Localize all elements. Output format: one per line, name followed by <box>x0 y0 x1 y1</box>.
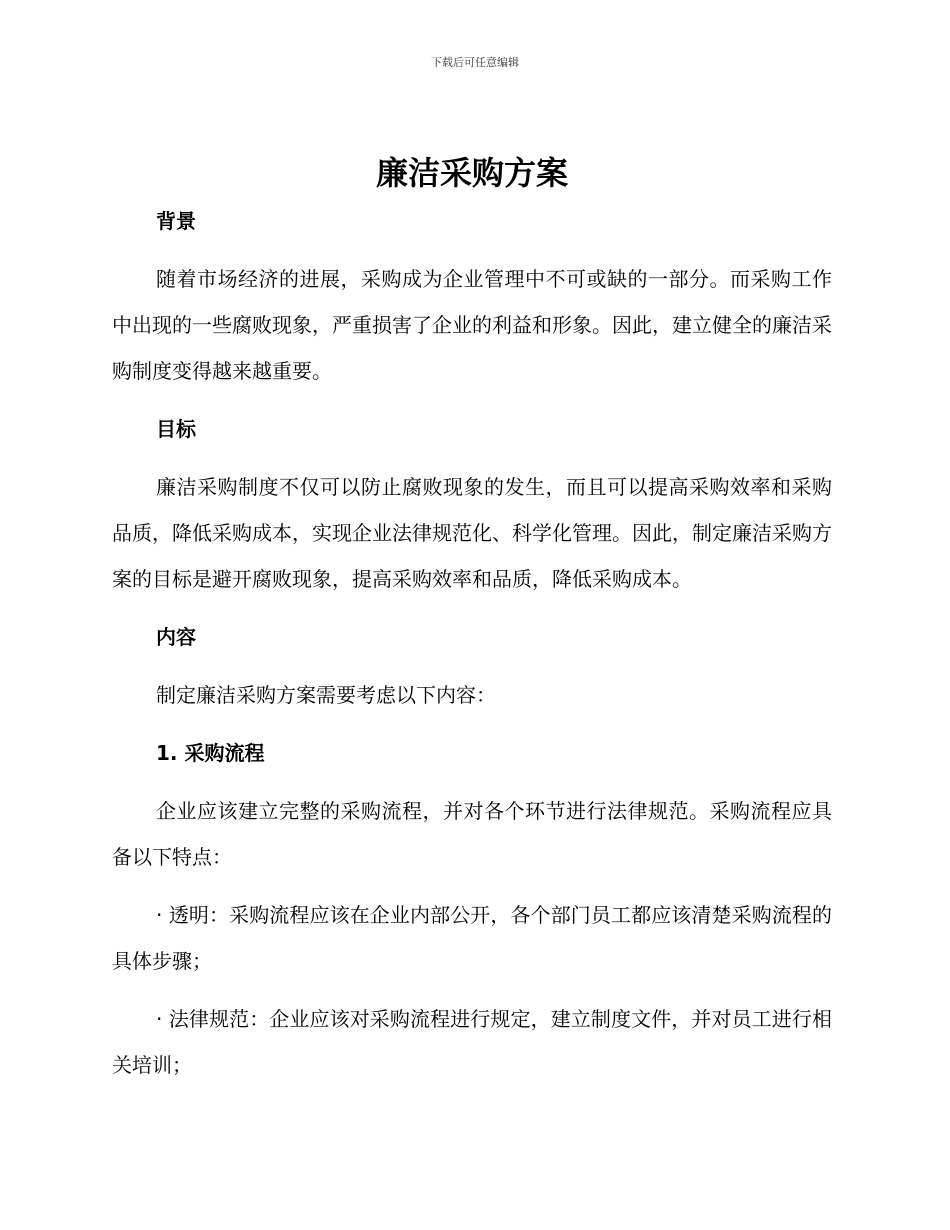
paragraph-process: 企业应该建立完整的采购流程，并对各个环节进行法律规范。采购流程应具备以下特点： <box>112 799 832 869</box>
document-body <box>112 148 832 1088</box>
section-heading-background: 背景 <box>156 209 196 233</box>
section-heading-content: 内容 <box>156 625 196 649</box>
paragraph-content-intro: 制定廉洁采购方案需要考虑以下内容： <box>156 683 496 707</box>
paragraph-goal: 廉洁采购制度不仅可以防止腐败现象的发生，而且可以提高采购效率和采购品质，降低采购成本，实现企业法律规范化、科学化管理。因此，制定廉洁采购方案的目标是避开腐败现象，提高采购效率和品质，降低采购成本。 <box>112 475 832 591</box>
document-title: 廉洁采购方案 <box>375 154 568 192</box>
page-header: 下载后可任意编辑 <box>431 56 519 69</box>
paragraph-background: 随着市场经济的进展，采购成为企业管理中不可或缺的一部分。而采购工作中出现的一些腐败现象，严重损害了企业的利益和形象。因此，建立健全的廉洁采购制度变得越来越重要。 <box>112 267 832 383</box>
section-heading-goal: 目标 <box>156 417 196 441</box>
bullet-transparent: · 透明：采购流程应该在企业内部公开，各个部门员工都应该清楚采购流程的具体步骤； <box>112 903 832 973</box>
section-heading-process: 1. 采购流程 <box>156 741 265 765</box>
bullet-legal: · 法律规范：企业应该对采购流程进行规定，建立制度文件，并对员工进行相关培训； <box>112 1007 832 1077</box>
